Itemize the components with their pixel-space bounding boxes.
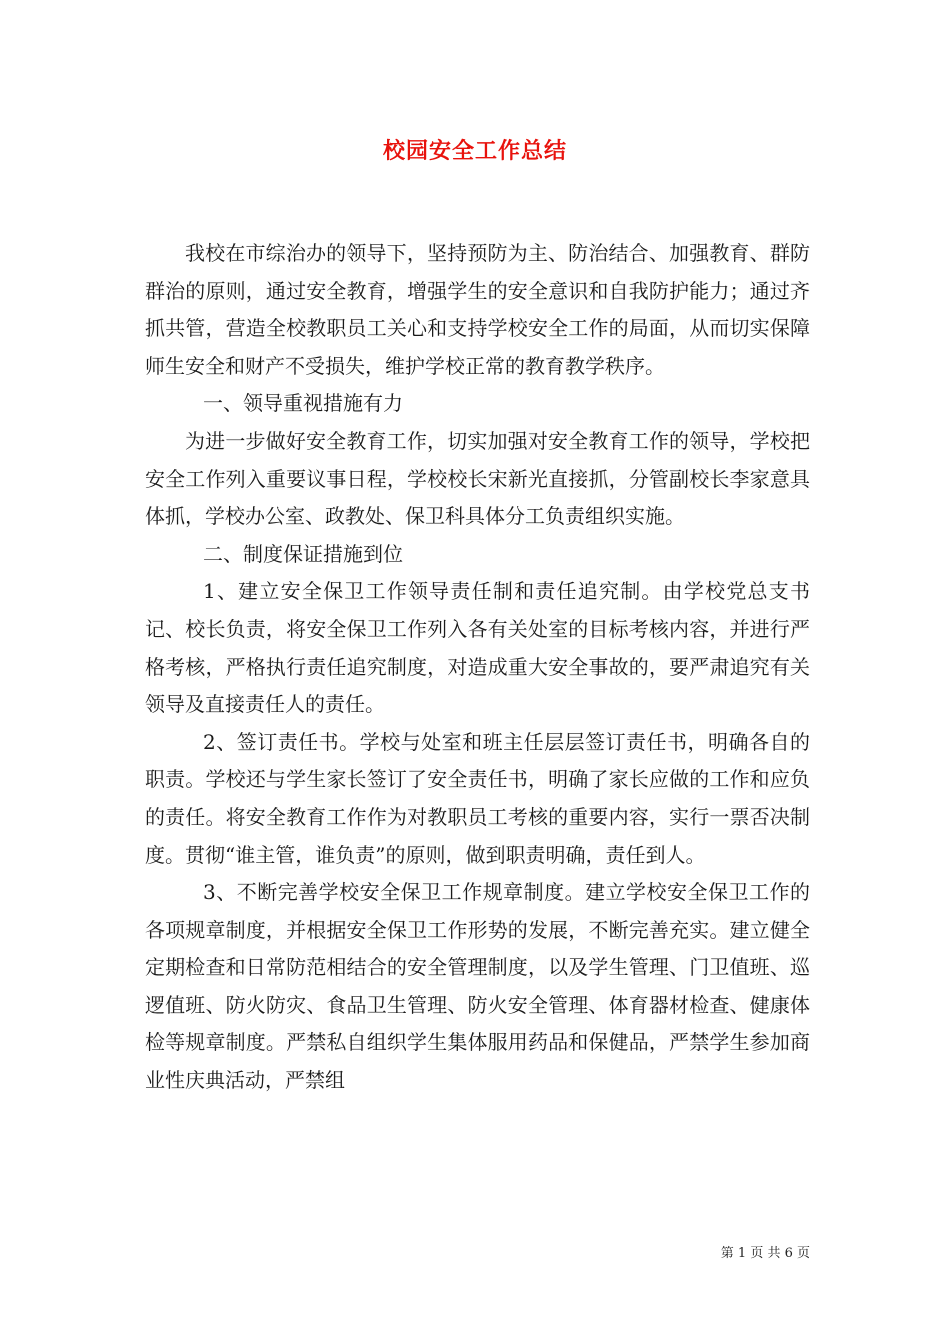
paragraph: 3、不断完善学校安全保卫工作规章制度。建立学校安全保卫工作的各项规章制度，并根据安全保卫工作形势的发展，不断完善充实。建立健全定期检查和日常防范相结合的安全管理制度，以及学生管理、门卫值班、巡逻值班、防火防灾、食品卫生管理、防火安全管理、体育器材检查、健康体检等规章制度。严禁私自组织学生集体服用药品和保健品，严禁学生参加商业性庆典活动，严禁组 (145, 880, 810, 1093)
paragraph: 2、签订责任书。学校与处室和班主任层层签订责任书，明确各自的职责。学校还与学生家长签订了安全责任书，明确了家长应做的工作和应负的责任。将安全教育工作作为对教职员工考核的重要内容，实行一票否决制度。贯彻“谁主管，谁负责”的原则，做到职责明确，责任到人。 (145, 729, 810, 867)
section-heading: 一、领导重视措施有力 (203, 391, 403, 416)
document-body (145, 235, 810, 1100)
paragraph: 1、建立安全保卫工作领导责任制和责任追究制。由学校党总支书记、校长负责，将安全保卫工作列入各有关处室的目标考核内容，并进行严格考核，严格执行责任追究制度，对造成重大安全事故的，要严肃追究有关领导及直接责任人的责任。 (145, 579, 810, 717)
page-number: 第 1 页 共 6 页 (720, 1246, 810, 1261)
page-title: 校园安全工作总结 (382, 138, 567, 164)
paragraph: 为进一步做好安全教育工作，切实加强对安全教育工作的领导，学校把安全工作列入重要议事日程，学校校长宋新光直接抓，分管副校长李家意具体抓，学校办公室、政教处、保卫科具体分工负责组织实施。 (145, 428, 810, 529)
section-heading: 二、制度保证措施到位 (203, 541, 403, 566)
paragraph: 我校在市综治办的领导下，坚持预防为主、防治结合、加强教育、群防群治的原则，通过安全教育，增强学生的安全意识和自我防护能力；通过齐抓共管，营造全校教职员工关心和支持学校安全工作的局面，从而切实保障师生安全和财产不受损失，维护学校正常的教育教学秩序。 (145, 241, 810, 378)
